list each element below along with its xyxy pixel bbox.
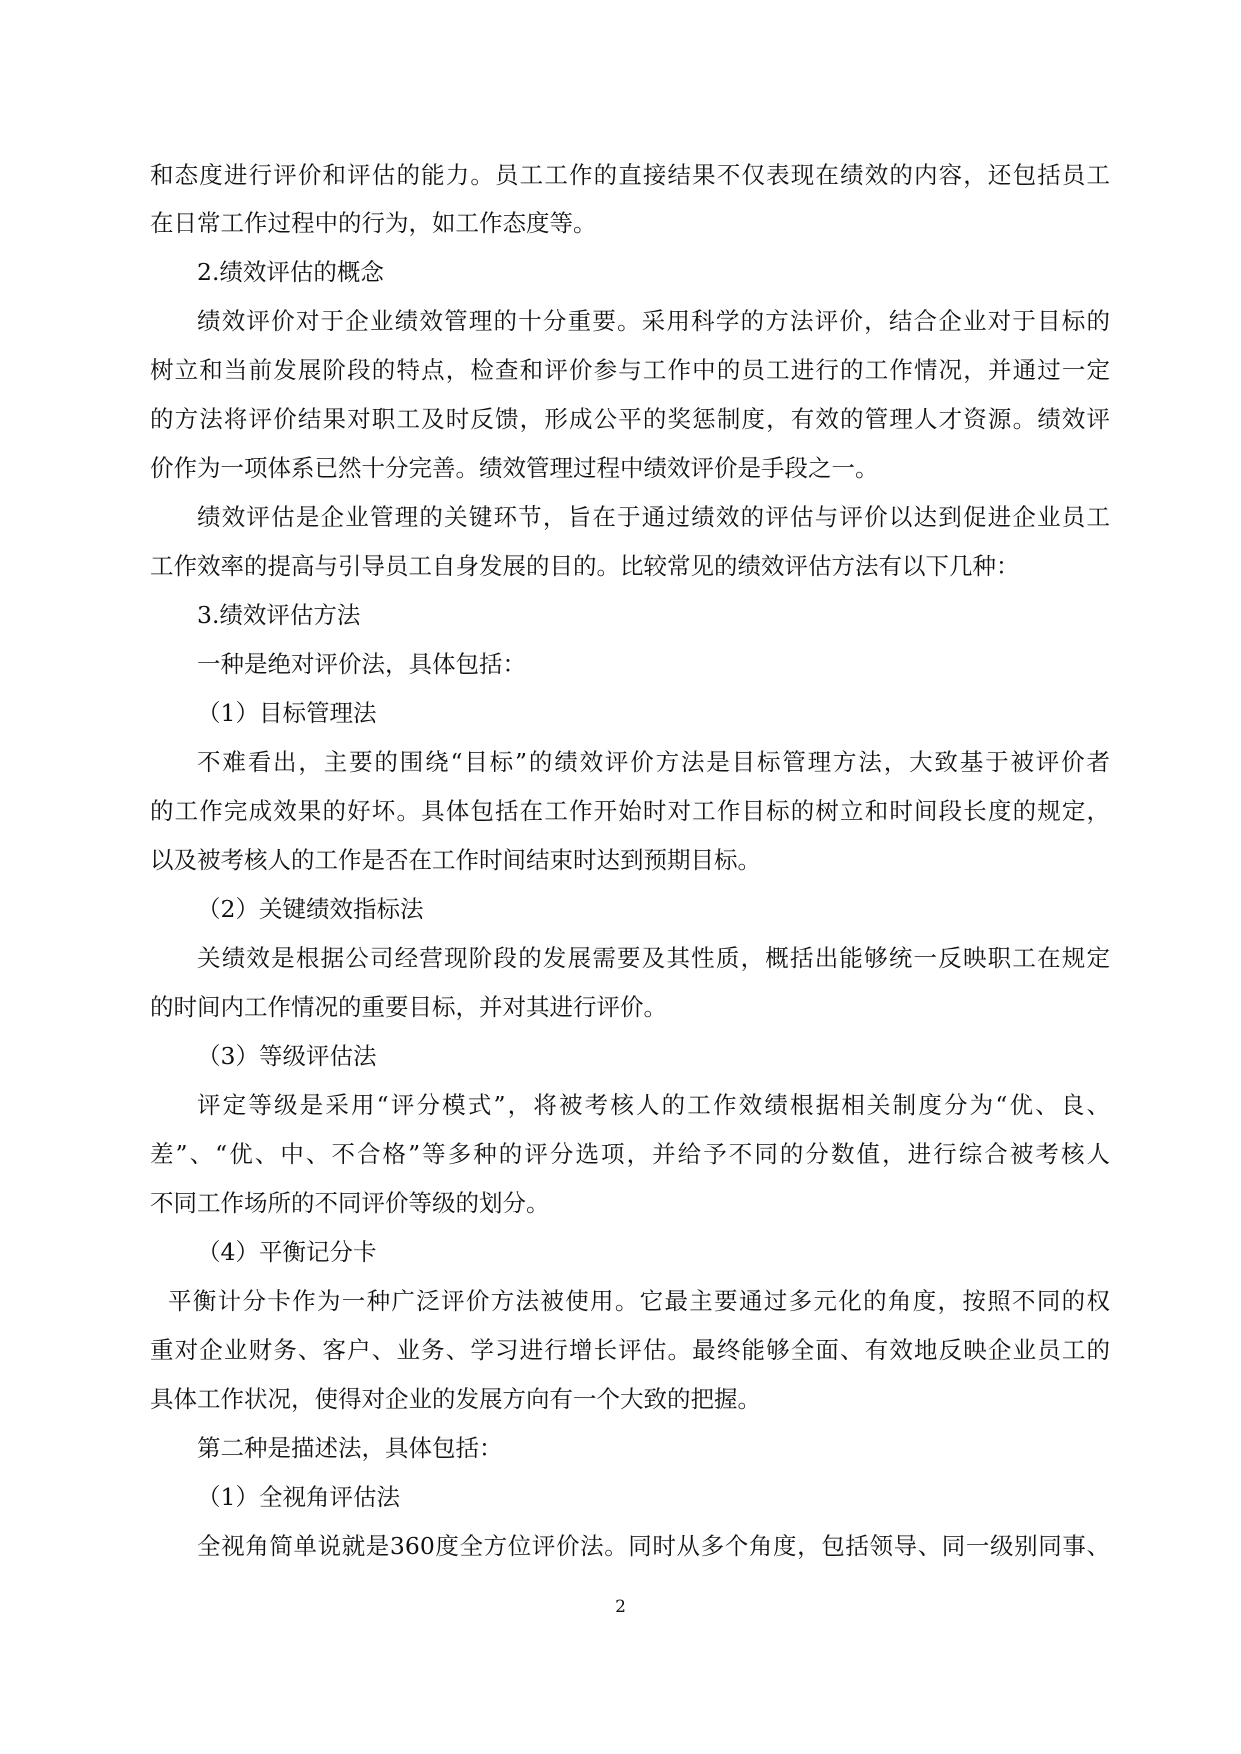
body-text-line: 重对企业财务、客户、业务、学习进行增长评估。最终能够全面、有效地反映企业员工的 (150, 1336, 1110, 1364)
body-text-line: 不同工作场所的不同评价等级的划分。 (150, 1189, 550, 1217)
subsection-heading: （3）等级评估法 (197, 1042, 377, 1070)
body-text-line: 差”、“优、中、不合格”等多种的评分选项，并给予不同的分数值，进行综合被考核人 (150, 1140, 1110, 1168)
paragraph-first-line: 平衡计分卡作为一种广泛评价方法被使用。它最主要通过多元化的角度，按照不同的权 (168, 1287, 1110, 1315)
paragraph-first-line: 关绩效是根据公司经营现阶段的发展需要及其性质，概括出能够统一反映职工在规定 (197, 944, 1110, 972)
subsection-heading: （1）全视角评估法 (197, 1483, 400, 1511)
body-text-line: 价作为一项体系已然十分完善。绩效管理过程中绩效评价是手段之一。 (150, 454, 879, 482)
body-text-line: 工作效率的提高与引导员工自身发展的目的。比较常见的绩效评估方法有以下几种： (150, 552, 1020, 580)
paragraph-first-line: 全视角简单说就是360度全方位评价法。同时从多个角度，包括领导、同一级别同事、 (197, 1532, 1110, 1560)
body-text-line: 在日常工作过程中的行为，如工作态度等。 (150, 209, 597, 237)
section-heading: 3.绩效评估方法 (197, 601, 361, 629)
paragraph-first-line: 绩效评价对于企业绩效管理的十分重要。采用科学的方法评价，结合企业对于目标的 (197, 307, 1110, 335)
section-heading: 2.绩效评估的概念 (197, 258, 384, 286)
body-text-line: 树立和当前发展阶段的特点，检查和评价参与工作中的员工进行的工作情况，并通过一定 (150, 356, 1110, 384)
body-text-line: 和态度进行评价和评估的能力。员工工作的直接结果不仅表现在绩效的内容，还包括员工 (150, 161, 1110, 189)
paragraph-first-line: 绩效评估是企业管理的关键环节，旨在于通过绩效的评估与评价以达到促进企业员工 (197, 503, 1110, 531)
body-text-line: 第二种是描述法，具体包括： (197, 1434, 503, 1462)
paragraph-first-line: 不难看出，主要的围绕“目标”的绩效评价方法是目标管理方法，大致基于被评价者 (197, 748, 1110, 776)
subsection-heading: （1）目标管理法 (197, 699, 377, 727)
body-text-line: 的时间内工作情况的重要目标，并对其进行评价。 (150, 993, 667, 1021)
body-text-line: 以及被考核人的工作是否在工作时间结束时达到预期目标。 (150, 846, 761, 874)
body-text-line: 具体工作状况，使得对企业的发展方向有一个大致的把握。 (150, 1385, 761, 1413)
body-text-line: 的方法将评价结果对职工及时反馈，形成公平的奖惩制度，有效的管理人才资源。绩效评 (150, 405, 1110, 433)
page-number: 2 (615, 1597, 626, 1617)
body-text-line: 一种是绝对评价法，具体包括： (197, 650, 526, 678)
paragraph-first-line: 评定等级是采用“评分模式”，将被考核人的工作效绩根据相关制度分为“优、良、 (197, 1091, 1110, 1119)
subsection-heading: （4）平衡记分卡 (197, 1238, 377, 1266)
subsection-heading: （2）关键绩效指标法 (197, 895, 424, 923)
body-text-line: 的工作完成效果的好坏。具体包括在工作开始时对工作目标的树立和时间段长度的规定， (150, 797, 1110, 825)
